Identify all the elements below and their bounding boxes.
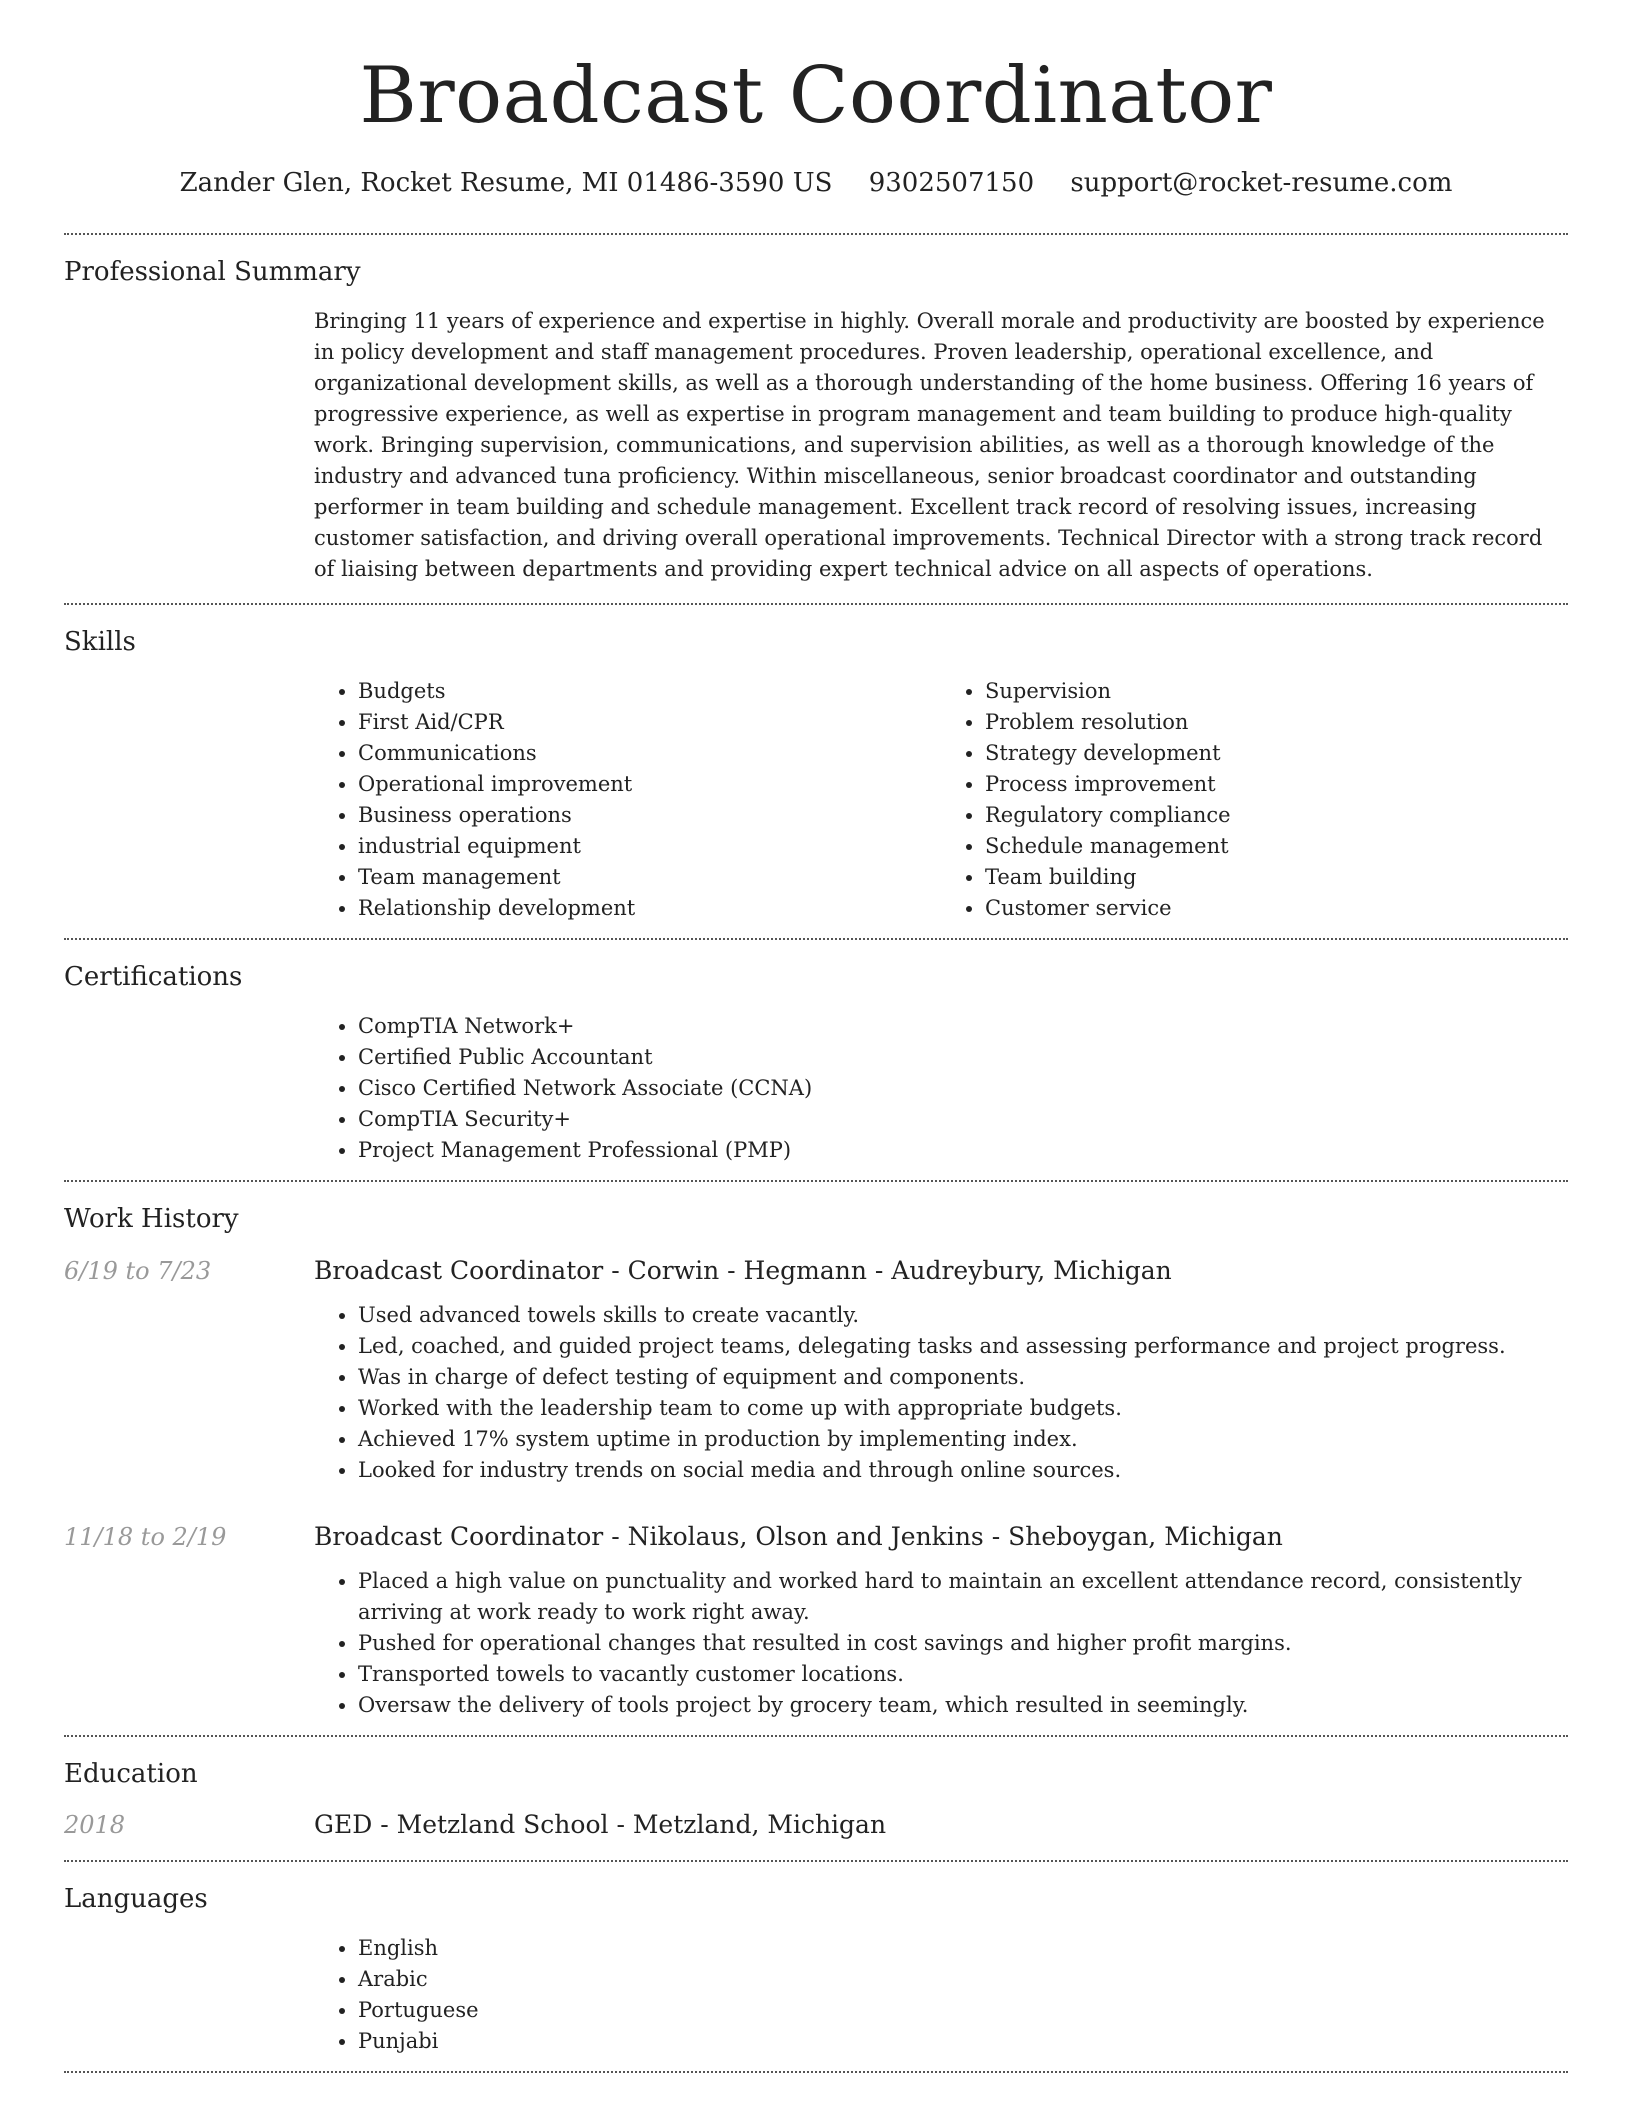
certifications-list bbox=[314, 1011, 1568, 1166]
section-title-education: Education bbox=[64, 1758, 198, 1789]
section-title-certifications: Certifications bbox=[64, 962, 243, 993]
section-education bbox=[64, 1737, 1568, 1860]
certifications-body bbox=[314, 1011, 1568, 1166]
section-summary bbox=[64, 235, 1568, 603]
section-work-history bbox=[64, 1182, 1568, 1734]
list-item: • Project Management Professional (PMP) bbox=[358, 1135, 1568, 1166]
education-date: 2018 bbox=[64, 1810, 126, 1839]
summary-text: Bringing 11 years of experience and expertise in highly. Overall morale and productivity are boosted by experience in policy development and staff management procedures. Proven leadership, operational excellence, and organizational development skills, as well as a thorough understanding of the home business. Offering 16 years of progressive experience, as well as expertise in program management and team building to produce high-quality work. Bringing supervision, communications, and supervision abilities, as well as a thorough knowledge of the industry and advanced tuna proficiency. Within miscellaneous, senior broadcast coordinator and outstanding performer in team building and schedule management. Excellent track record of resolving issues, increasing customer satisfaction, and driving overall operational improvements. Technical Director with a strong track record of liaising between departments and providing expert technical advice on all aspects of operations. bbox=[314, 308, 1545, 581]
list-item: • Was in charge of defect testing of equipment and components. bbox=[358, 1362, 1568, 1393]
section-languages bbox=[64, 1862, 1568, 2071]
skills-grid bbox=[314, 676, 1568, 924]
resume-title: Broadcast Coordinator bbox=[359, 51, 1273, 141]
list-item: • Process improvement bbox=[985, 769, 1568, 800]
list-item: • Portuguese bbox=[358, 1995, 1568, 2026]
divider bbox=[64, 2071, 1568, 2073]
list-item: • Led, coached, and guided project teams, delegating tasks and assessing performance and project progress. bbox=[358, 1331, 1568, 1362]
list-item: • Budgets bbox=[358, 676, 941, 707]
job-date: 6/19 to 7/23 bbox=[64, 1256, 212, 1285]
contact-line bbox=[64, 168, 1568, 199]
list-item: • English bbox=[358, 1933, 1568, 1964]
languages-body bbox=[314, 1933, 1568, 2057]
job-title: Broadcast Coordinator - Nikolaus, Olson and Jenkins - Sheboygan, Michigan bbox=[314, 1521, 1283, 1551]
list-item: • Achieved 17% system uptime in production by implementing index. bbox=[358, 1424, 1568, 1455]
skills-list-right bbox=[941, 676, 1568, 924]
list-item: • Communications bbox=[358, 738, 941, 769]
job-title: Broadcast Coordinator - Corwin - Hegmann - Audreybury, Michigan bbox=[314, 1255, 1172, 1285]
job-details bbox=[314, 1566, 1568, 1721]
section-title-skills: Skills bbox=[64, 626, 136, 657]
section-title-work: Work History bbox=[64, 1204, 239, 1235]
list-item: • Oversaw the delivery of tools project by grocery team, which resulted in seemingly. bbox=[358, 1690, 1568, 1721]
list-item: • Regulatory compliance bbox=[985, 800, 1568, 831]
section-skills bbox=[64, 605, 1568, 938]
list-item: • Looked for industry trends on social media and through online sources. bbox=[358, 1455, 1568, 1486]
list-item: • Supervision bbox=[985, 676, 1568, 707]
contact-phone: 9302507150 bbox=[868, 167, 1035, 198]
job-details bbox=[314, 1300, 1568, 1486]
list-item: • Problem resolution bbox=[985, 707, 1568, 738]
list-item: • Pushed for operational changes that resulted in cost savings and higher profit margins. bbox=[358, 1628, 1568, 1659]
job-bullets bbox=[314, 1566, 1568, 1721]
job-header bbox=[64, 1520, 1568, 1554]
job-date: 11/18 to 2/19 bbox=[64, 1522, 227, 1551]
list-item: • Worked with the leadership team to come up with appropriate budgets. bbox=[358, 1393, 1568, 1424]
list-item: • CompTIA Network+ bbox=[358, 1011, 1568, 1042]
list-item: • Placed a high value on punctuality and worked hard to maintain an excellent attendance record, consistently arriving at work ready to work right away. bbox=[358, 1566, 1568, 1628]
list-item: • industrial equipment bbox=[358, 831, 941, 862]
list-item: • Cisco Certified Network Associate (CCNA) bbox=[358, 1073, 1568, 1104]
list-item: • Customer service bbox=[985, 893, 1568, 924]
list-item: • Punjabi bbox=[358, 2026, 1568, 2057]
section-title-languages: Languages bbox=[64, 1883, 208, 1914]
job-bullets bbox=[314, 1300, 1568, 1486]
education-entry bbox=[64, 1808, 1568, 1842]
list-item: • First Aid/CPR bbox=[358, 707, 941, 738]
list-item: • Used advanced towels skills to create vacantly. bbox=[358, 1300, 1568, 1331]
list-item: • Relationship development bbox=[358, 893, 941, 924]
list-item: • CompTIA Security+ bbox=[358, 1104, 1568, 1135]
languages-list bbox=[314, 1933, 1568, 2057]
list-item: • Certified Public Accountant bbox=[358, 1042, 1568, 1073]
list-item: • Strategy development bbox=[985, 738, 1568, 769]
contact-email: support@rocket-resume.com bbox=[1070, 167, 1453, 198]
section-certifications bbox=[64, 940, 1568, 1180]
list-item: • Operational improvement bbox=[358, 769, 941, 800]
education-title: GED - Metzland School - Metzland, Michigan bbox=[314, 1809, 887, 1839]
list-item: • Arabic bbox=[358, 1964, 1568, 1995]
list-item: • Transported towels to vacantly customer locations. bbox=[358, 1659, 1568, 1690]
list-item: • Team management bbox=[358, 862, 941, 893]
list-item: • Schedule management bbox=[985, 831, 1568, 862]
list-item: • Team building bbox=[985, 862, 1568, 893]
contact-address: Zander Glen, Rocket Resume, MI 01486-3590 US bbox=[179, 167, 833, 198]
job-header bbox=[64, 1254, 1568, 1288]
list-item: • Business operations bbox=[358, 800, 941, 831]
skills-list-left bbox=[314, 676, 941, 924]
section-title-summary: Professional Summary bbox=[64, 256, 361, 287]
